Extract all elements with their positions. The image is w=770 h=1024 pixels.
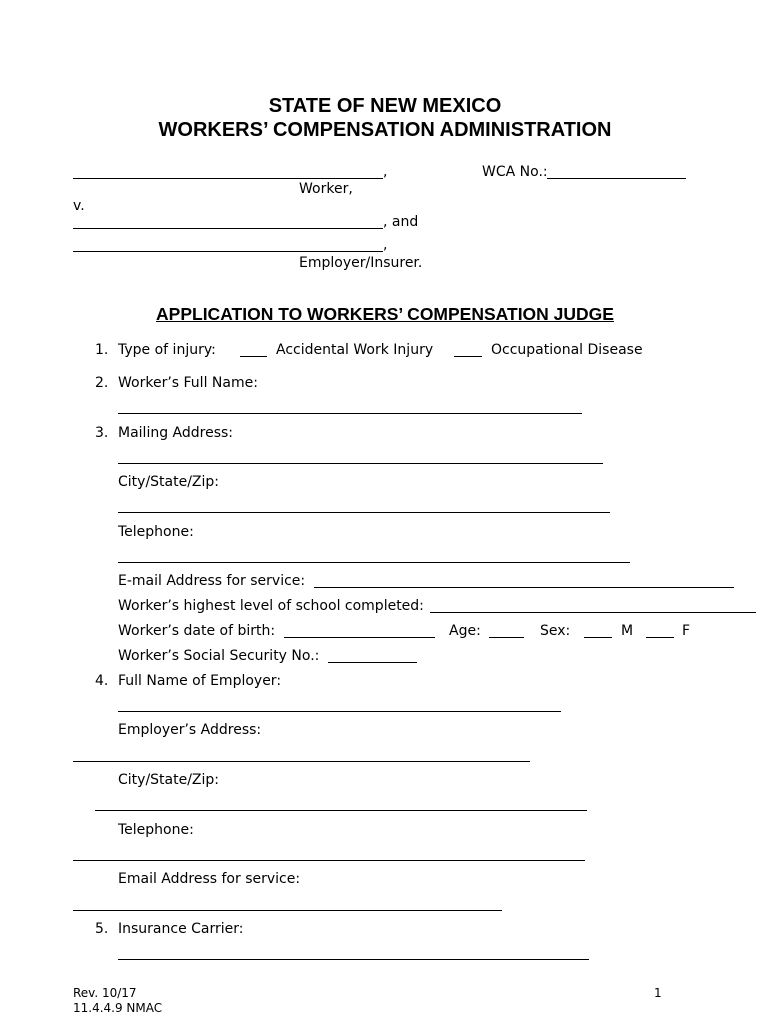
accidental-checkbox-line[interactable] [240, 356, 267, 357]
mailing-address-label: Mailing Address: [118, 425, 234, 441]
item-number-3: 3. [95, 425, 109, 441]
school-level-label: Worker’s highest level of school completed: [118, 598, 424, 614]
sex-label: Sex: [540, 623, 571, 639]
male-label: M [621, 623, 634, 639]
insurance-carrier-field[interactable] [118, 959, 589, 960]
sex-male-line[interactable] [584, 637, 612, 638]
employer-name-field[interactable] [118, 711, 561, 712]
insurer-name-line[interactable] [73, 251, 383, 252]
footer-nmac: 11.4.4.9 NMAC [73, 1001, 163, 1015]
telephone-field[interactable] [118, 562, 630, 563]
city-state-zip-field[interactable] [118, 512, 610, 513]
employer-insurer-label: Employer/Insurer. [299, 255, 423, 271]
school-level-field[interactable] [430, 612, 756, 613]
item-number-2: 2. [95, 375, 109, 391]
item-number-4: 4. [95, 673, 109, 689]
mailing-address-field[interactable] [118, 463, 603, 464]
caption-comma-2: , [383, 237, 388, 253]
employer-address-field[interactable] [73, 761, 530, 762]
versus-label: v. [73, 198, 85, 214]
wca-label: WCA No.: [482, 164, 548, 180]
accidental-label: Accidental Work Injury [276, 342, 434, 358]
title-agency: WORKERS’ COMPENSATION ADMINISTRATION [158, 119, 612, 141]
worker-label: Worker, [299, 181, 353, 197]
age-label: Age: [449, 623, 481, 639]
worker-full-name-label: Worker’s Full Name: [118, 375, 258, 391]
employer-telephone-field[interactable] [73, 860, 585, 861]
employer-address-label: Employer’s Address: [118, 722, 262, 738]
form-title: APPLICATION TO WORKERS’ COMPENSATION JUDGE [156, 304, 614, 324]
sex-female-line[interactable] [646, 637, 674, 638]
dob-label: Worker’s date of birth: [118, 623, 276, 639]
dob-field[interactable] [284, 637, 435, 638]
employer-email-field[interactable] [73, 910, 502, 911]
insurance-carrier-label: Insurance Carrier: [118, 921, 244, 937]
worker-full-name-field[interactable] [118, 413, 582, 414]
type-of-injury-label: Type of injury: [118, 342, 216, 358]
occupational-label: Occupational Disease [491, 342, 643, 358]
title-state: STATE OF NEW MEXICO [268, 95, 502, 117]
employer-email-label: Email Address for service: [118, 871, 301, 887]
employer-telephone-label: Telephone: [118, 822, 194, 838]
caption-comma: , [383, 164, 388, 180]
city-state-zip-label: City/State/Zip: [118, 474, 220, 490]
footer-revision: Rev. 10/17 [73, 986, 137, 1000]
email-service-label: E-mail Address for service: [118, 573, 306, 589]
and-label: , and [383, 214, 419, 230]
employer-city-field[interactable] [95, 810, 587, 811]
age-field[interactable] [489, 637, 524, 638]
ssn-label: Worker’s Social Security No.: [118, 648, 320, 664]
item-number-5: 5. [95, 921, 109, 937]
worker-name-line[interactable] [73, 178, 383, 179]
ssn-field[interactable] [328, 662, 417, 663]
item-number-1: 1. [95, 342, 109, 358]
occupational-checkbox-line[interactable] [454, 356, 482, 357]
employer-name-label: Full Name of Employer: [118, 673, 282, 689]
employer-city-label: City/State/Zip: [118, 772, 220, 788]
telephone-label: Telephone: [118, 524, 194, 540]
email-service-field[interactable] [314, 587, 734, 588]
wca-number-field[interactable] [547, 178, 686, 179]
employer-name-line[interactable] [73, 228, 383, 229]
page-number: 1 [654, 986, 662, 1000]
female-label: F [682, 623, 691, 639]
